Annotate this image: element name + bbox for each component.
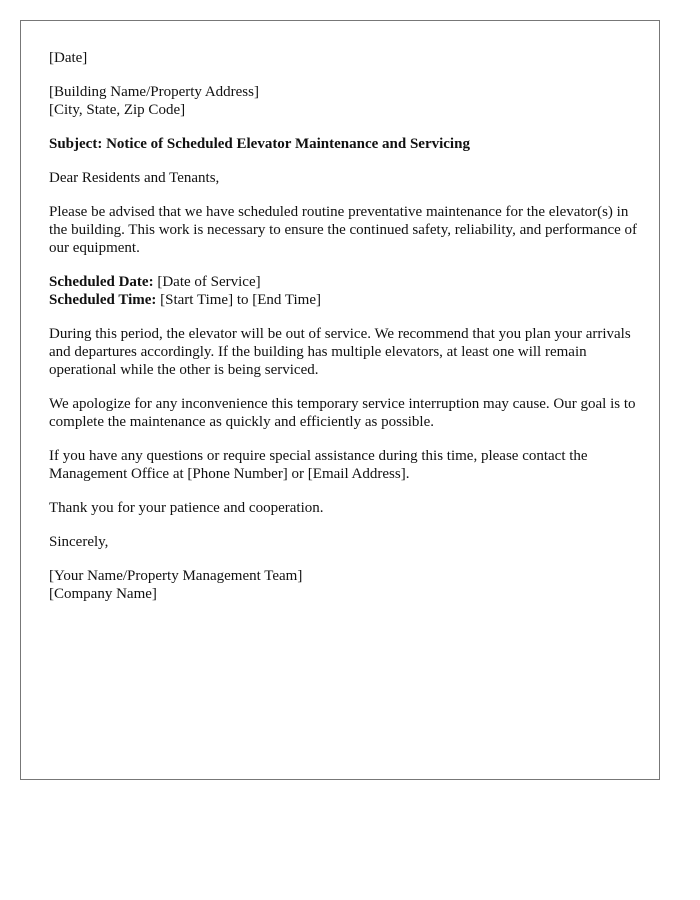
apology-paragraph: We apologize for any inconvenience this temporary service interruption may cause. Our goal is to complete the maintenance as quickly and efficiently as possible. — [49, 396, 636, 430]
subject-line: Subject: Notice of Scheduled Elevator Maintenance and Servicing — [49, 136, 470, 152]
closing: Sincerely, — [49, 534, 109, 550]
salutation: Dear Residents and Tenants, — [49, 170, 220, 186]
thanks-paragraph: Thank you for your patience and cooperation. — [49, 500, 324, 516]
scheduled-date-value: [Date of Service] — [153, 274, 261, 290]
date-block — [49, 49, 641, 67]
letter-body — [49, 49, 641, 619]
address-line-2: [City, State, Zip Code] — [49, 102, 186, 118]
scheduled-date-label: Scheduled Date: — [49, 274, 154, 290]
address-block — [49, 83, 641, 119]
scheduled-time-value: [Start Time] to [End Time] — [156, 292, 321, 308]
schedule-block — [49, 273, 641, 309]
intro-paragraph: Please be advised that we have scheduled routine preventative maintenance for the elevator(s) in the building. This work is necessary to ensure the continued safety, reliability, and performance of our equipment. — [49, 204, 638, 256]
scheduled-time-line — [49, 291, 641, 309]
service-paragraph: During this period, the elevator will be out of service. We recommend that you plan your arrivals and departures accordingly. If the building has multiple elevators, at least one will remain operational while the other is being serviced. — [49, 326, 631, 378]
scheduled-time-label: Scheduled Time: — [49, 292, 157, 308]
contact-paragraph: If you have any questions or require special assistance during this time, please contact the Management Office at [Phone Number] or [Email Address]. — [49, 448, 588, 482]
address-line-1: [Building Name/Property Address] — [49, 84, 259, 100]
signature-company: [Company Name] — [49, 586, 157, 602]
letter-date: [Date] — [49, 50, 88, 66]
signature-block — [49, 567, 641, 603]
scheduled-date-line — [49, 273, 641, 291]
signature-name: [Your Name/Property Management Team] — [49, 568, 303, 584]
letter-page — [20, 20, 660, 780]
